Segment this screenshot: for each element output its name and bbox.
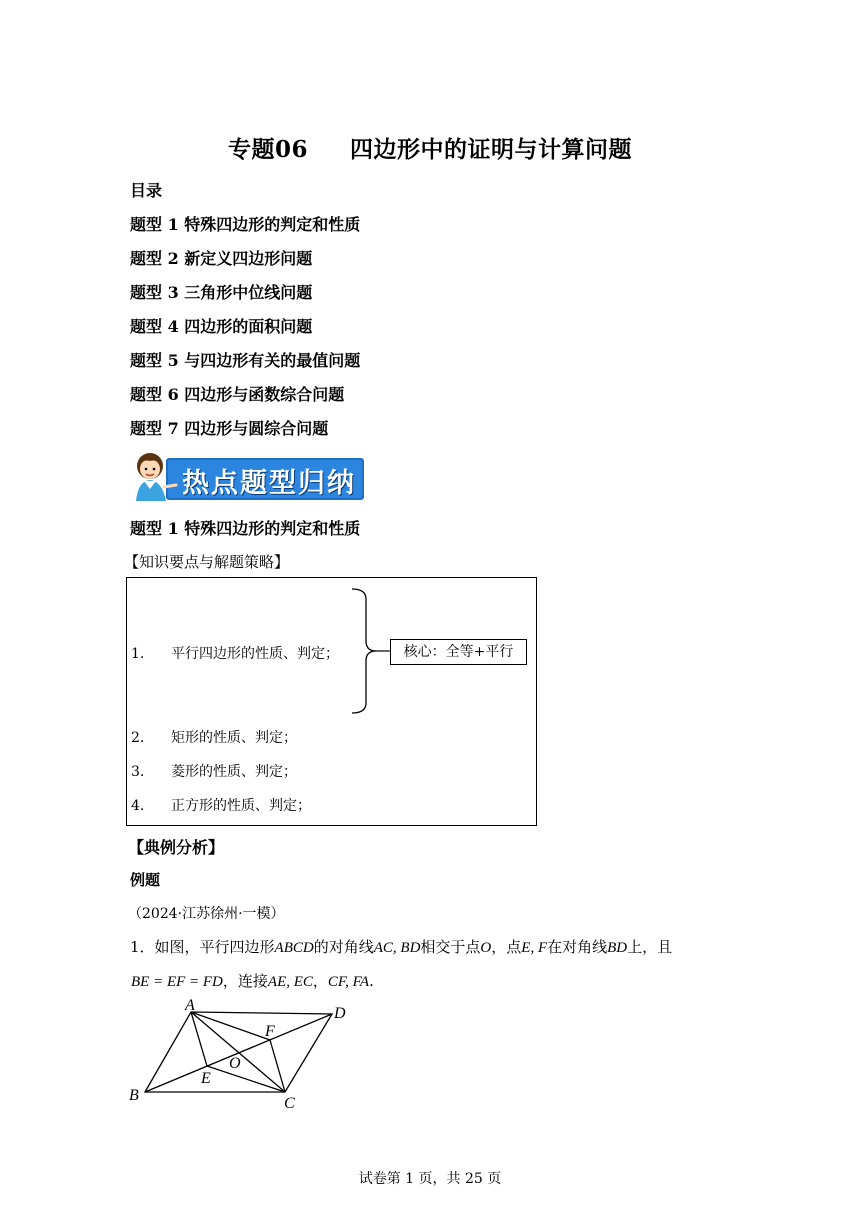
parallelogram-figure (125, 996, 365, 1112)
toc-item-4[interactable]: 题型 4 四边形的面积问题 (130, 317, 313, 336)
label-e: E (201, 1070, 211, 1087)
knowledge-box (126, 577, 537, 826)
page-title (0, 131, 860, 164)
knowledge-item-4 (131, 795, 311, 815)
section-heading: 题型 1 特殊四边形的判定和性质 (130, 519, 361, 538)
knowledge-item-num: 3. (131, 764, 145, 780)
knowledge-item-text: 平行四边形的性质、判定； (171, 646, 339, 662)
label-c: C (284, 1095, 295, 1112)
toc-item-3[interactable]: 题型 3 三角形中位线问题 (130, 283, 313, 302)
example-heading: 例题 (130, 871, 161, 889)
knowledge-item-num: 1. (131, 646, 145, 662)
banner-text: 热点题型归纳 (182, 468, 356, 499)
math-parallelogram: ABCD (274, 940, 314, 956)
problem-line-2 (131, 970, 374, 991)
problem-text: 1．如图，平行四边形 (130, 938, 275, 956)
toc-item-2[interactable]: 题型 2 新定义四边形问题 (130, 249, 313, 268)
problem-text: 在对角线 (547, 938, 608, 956)
problem-line-1 (130, 936, 672, 957)
knowledge-label: 【知识要点与解题策略】 (124, 553, 290, 571)
label-f: F (265, 1023, 275, 1040)
knowledge-item-3 (131, 761, 297, 781)
knowledge-item-text: 正方形的性质、判定； (171, 798, 311, 814)
problem-text: ，连接 (222, 972, 268, 990)
toc-heading: 目录 (130, 181, 163, 200)
math-diagonals: AC, BD (373, 940, 421, 956)
knowledge-item-1 (131, 643, 339, 663)
math-ae-ec: AE, EC (267, 974, 313, 990)
knowledge-item-num: 2. (131, 730, 145, 746)
example-label: 【典例分析】 (128, 838, 225, 857)
right-brace-icon (346, 585, 394, 717)
label-b: B (129, 1087, 139, 1104)
toc-item-6[interactable]: 题型 6 四边形与函数综合问题 (130, 385, 345, 404)
math-points-ef: E, F (521, 940, 548, 956)
problem-text: 上，且 (627, 938, 673, 956)
math-bd: BD (607, 940, 628, 956)
problem-text: ，点 (491, 938, 522, 956)
math-equal-segments: BE = EF = FD (131, 974, 223, 990)
label-a: A (185, 997, 195, 1014)
math-cf-fa: CF, FA (327, 974, 370, 990)
math-point-o: O (480, 940, 492, 956)
hot-topics-banner (130, 449, 366, 503)
problem-text: . (369, 972, 374, 990)
knowledge-item-text: 菱形的性质、判定； (171, 764, 297, 780)
core-note-box: 核心：全等+平行 (390, 639, 527, 665)
problem-source: （2024·江苏徐州·一模） (128, 906, 285, 922)
problem-text: ， (312, 972, 328, 990)
knowledge-item-text: 矩形的性质、判定； (171, 730, 297, 746)
knowledge-item-2 (131, 727, 297, 747)
page-footer: 试卷第 1 页，共 25 页 (358, 1171, 502, 1187)
label-d: D (334, 1005, 346, 1022)
toc-item-5[interactable]: 题型 5 与四边形有关的最值问题 (130, 351, 361, 370)
toc-item-1[interactable]: 题型 1 特殊四边形的判定和性质 (130, 215, 361, 234)
label-o: O (229, 1055, 241, 1072)
title-main: 四边形中的证明与计算问题 (350, 136, 632, 163)
title-prefix: 专题06 (227, 136, 308, 163)
knowledge-item-num: 4. (131, 798, 145, 814)
problem-text: 的对角线 (313, 938, 374, 956)
problem-text: 相交于点 (420, 938, 481, 956)
toc-item-7[interactable]: 题型 7 四边形与圆综合问题 (130, 419, 329, 438)
